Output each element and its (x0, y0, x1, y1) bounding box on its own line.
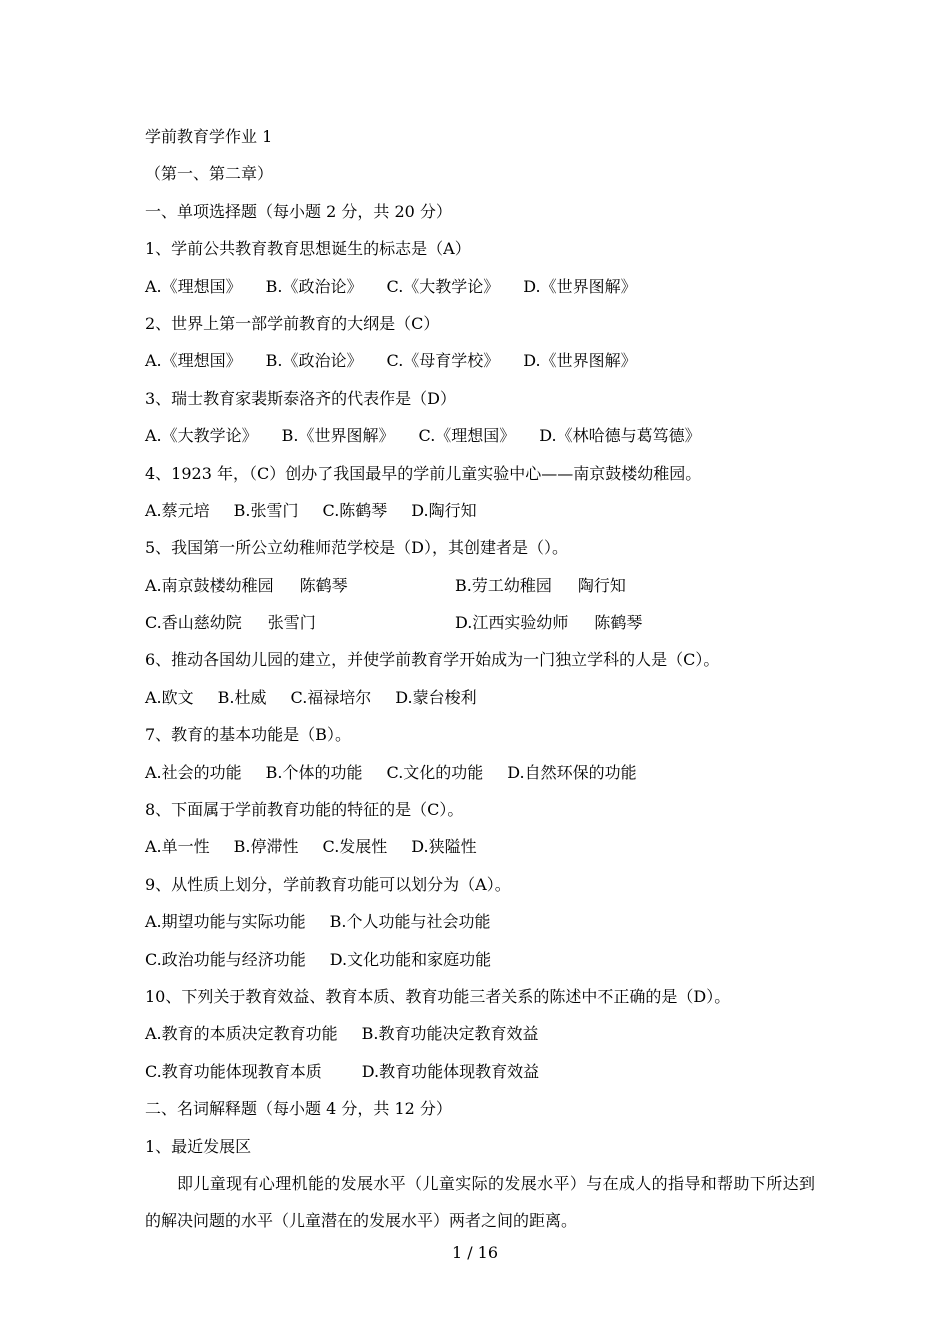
option-c: C.政治功能与经济功能 (145, 949, 306, 969)
option-a-person: 陈鹤琴 (299, 575, 348, 595)
question-8: 8、下面属于学前教育功能的特征的是（C）。 (145, 800, 464, 820)
question-5: 5、我国第一所公立幼稚师范学校是（D），其创建者是（）。 (145, 538, 569, 558)
question-6: 6、推动各国幼儿园的建立，并使学前教育学开始成为一门独立学科的人是（C）。 (145, 650, 720, 670)
option-d: D.狭隘性 (411, 837, 477, 857)
option-b: B.劳工幼稚园 (455, 575, 552, 595)
question-9: 9、从性质上划分，学前教育功能可以划分为（A）。 (145, 874, 511, 894)
question-4-options (145, 492, 820, 529)
option-a: A.教育的本质决定教育功能 (145, 1024, 338, 1044)
option-b: B.停滞性 (233, 837, 299, 857)
page-number: 1 / 16 (451, 1243, 499, 1262)
question-9-options-cd (145, 941, 820, 978)
question-1: 1、学前公共教育教育思想诞生的标志是（A） (145, 239, 471, 259)
option-a: A.蔡元培 (145, 500, 210, 520)
option-a: A.期望功能与实际功能 (145, 912, 306, 932)
option-d: D.蒙台梭利 (395, 687, 477, 707)
question-2-options (145, 342, 820, 379)
option-b: B.《政治论》 (265, 351, 363, 371)
option-b: B.《政治论》 (265, 276, 363, 296)
question-10-options-cd (145, 1053, 820, 1090)
option-b: B.《世界图解》 (281, 426, 395, 446)
question-5-options-cd (145, 604, 820, 641)
option-d: D.自然环保的功能 (507, 762, 637, 782)
option-c: C.教育功能体现教育本质 (145, 1061, 322, 1081)
question-8-options (145, 828, 820, 865)
option-b: B.个体的功能 (265, 762, 363, 782)
option-a-group (145, 567, 455, 604)
option-c: C.香山慈幼院 (145, 613, 242, 633)
question-10: 10、下列关于教育效益、教育本质、教育功能三者关系的陈述中不正确的是（D）。 (145, 986, 731, 1006)
option-c: C.《大教学论》 (386, 276, 500, 296)
question-9-options-ab (145, 903, 820, 940)
question-6-options (145, 679, 820, 716)
option-c: C.发展性 (322, 837, 388, 857)
option-b: B.杜威 (217, 687, 267, 707)
option-a: A.《理想国》 (145, 351, 242, 371)
chapter-range: （第一、第二章） (145, 164, 274, 184)
option-d: D.江西实验幼师 (455, 613, 569, 633)
question-2: 2、世界上第一部学前教育的大纲是（C） (145, 313, 440, 333)
section-heading-single-choice: 一、单项选择题（每小题 2 分，共 20 分） (145, 201, 452, 221)
question-5-options-ab (145, 567, 820, 604)
option-d: D.《世界图解》 (523, 351, 637, 371)
question-4: 4、1923 年，（C）创办了我国最早的学前儿童实验中心——南京鼓楼幼稚园。 (145, 463, 702, 483)
document-body (145, 118, 820, 1240)
question-7-options (145, 754, 820, 791)
option-d-person: 陈鹤琴 (594, 613, 643, 633)
question-3-options (145, 417, 820, 454)
option-b: B.教育功能决定教育效益 (361, 1024, 539, 1044)
option-b: B.张雪门 (233, 500, 299, 520)
option-c: C.《母育学校》 (386, 351, 500, 371)
option-a: A.单一性 (145, 837, 210, 857)
question-3: 3、瑞士教育家裴斯泰洛齐的代表作是（D） (145, 388, 457, 408)
term-1-definition: 即儿童现有心理机能的发展水平（儿童实际的发展水平）与在成人的指导和帮助下所达到的解决问题的水平（儿童潜在的发展水平）两者之间的距离。 (145, 1173, 815, 1231)
option-b: B.个人功能与社会功能 (329, 912, 491, 932)
option-c: C.文化的功能 (386, 762, 484, 782)
option-a: A.《理想国》 (145, 276, 242, 296)
question-10-options-ab (145, 1015, 820, 1052)
option-d: D.《林哈德与葛笃德》 (539, 426, 701, 446)
option-c: C.《理想国》 (418, 426, 516, 446)
option-a: A.社会的功能 (145, 762, 242, 782)
option-a: A.南京鼓楼幼稚园 (145, 575, 274, 595)
option-a: A.欧文 (145, 687, 194, 707)
document-title: 学前教育学作业 1 (145, 127, 273, 146)
term-1-title: 1、最近发展区 (145, 1136, 252, 1156)
option-b-group (455, 567, 626, 604)
section-heading-term-definition: 二、名词解释题（每小题 4 分，共 12 分） (145, 1099, 452, 1119)
option-b-person: 陶行知 (577, 575, 626, 595)
option-d: D.教育功能体现教育效益 (361, 1061, 540, 1081)
option-d: D.陶行知 (411, 500, 477, 520)
question-1-options (145, 268, 820, 305)
question-7: 7、教育的基本功能是（B）。 (145, 725, 351, 745)
option-c: C.陈鹤琴 (322, 500, 388, 520)
option-c: C.福禄培尔 (290, 687, 372, 707)
option-a: A.《大教学论》 (145, 426, 258, 446)
option-d-group (455, 604, 642, 641)
option-d: D.《世界图解》 (523, 276, 637, 296)
option-c-person: 张雪门 (267, 613, 316, 633)
option-d: D.文化功能和家庭功能 (329, 949, 492, 969)
option-c-group (145, 604, 455, 641)
